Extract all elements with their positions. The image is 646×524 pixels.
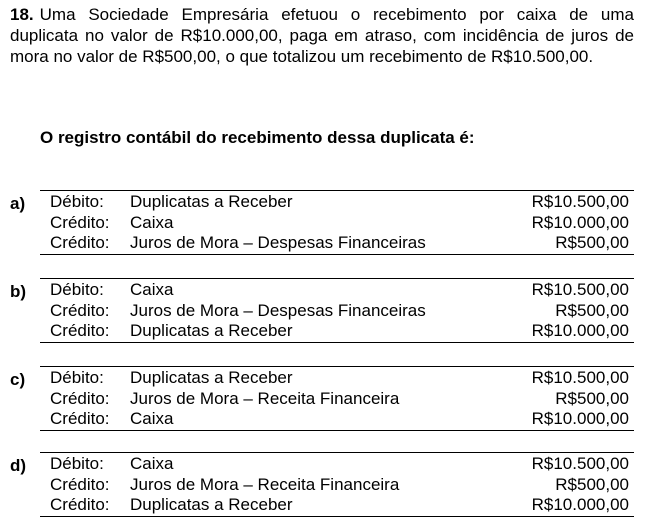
- entry-label: Crédito:: [50, 388, 110, 408]
- entry-row: [40, 213, 634, 234]
- option-letter: a): [10, 194, 26, 213]
- question-block: [10, 4, 634, 67]
- option-letter: c): [10, 370, 26, 389]
- entry-amount: R$10.500,00: [531, 192, 629, 211]
- entry-row: [40, 475, 634, 496]
- entry-row: [40, 389, 634, 410]
- entry-amount: R$10.000,00: [531, 409, 629, 428]
- entry-label: Crédito:: [50, 321, 110, 340]
- entry-account: Duplicatas a Receber: [130, 368, 293, 387]
- question-text: Uma Sociedade Empresária efetuou o recebimento por caixa de uma duplicata no valor de R$10.000,00, paga em atraso, com incidência de juros de mora no valor de R$500,00, o que totalizou um recebimento de R$10.500,00.: [10, 5, 634, 66]
- entry-amount: R$500,00: [555, 300, 629, 320]
- option-b[interactable]: [10, 278, 635, 342]
- option-letter: b): [10, 282, 27, 301]
- journal-entry: [40, 190, 634, 255]
- entry-label: Crédito:: [50, 409, 110, 428]
- entry-account: Duplicatas a Receber: [130, 321, 293, 340]
- entry-label: Débito:: [50, 368, 104, 387]
- entry-account: Duplicatas a Receber: [130, 495, 293, 514]
- option-c[interactable]: [10, 366, 635, 430]
- entry-row: [40, 321, 634, 342]
- entry-amount: R$10.000,00: [531, 321, 629, 340]
- question-number: 18.: [10, 5, 34, 24]
- option-d[interactable]: [10, 452, 635, 516]
- entry-label: Débito:: [50, 280, 104, 299]
- entry-row: [40, 301, 634, 322]
- entry-amount: R$10.500,00: [531, 454, 629, 473]
- option-a[interactable]: [10, 190, 635, 254]
- entry-label: Crédito:: [50, 474, 110, 494]
- entry-amount: R$500,00: [555, 474, 629, 494]
- entry-account: Juros de Mora – Despesas Financeiras: [130, 300, 426, 320]
- entry-amount: R$500,00: [555, 388, 629, 408]
- question-prompt: O registro contábil do recebimento dessa duplicata é:: [40, 128, 475, 147]
- entry-label: Crédito:: [50, 495, 110, 514]
- journal-entry: [40, 452, 634, 517]
- entry-label: Crédito:: [50, 300, 110, 320]
- entry-amount: R$10.500,00: [531, 280, 629, 299]
- entry-row: [40, 233, 634, 254]
- entry-row: [40, 454, 634, 475]
- entry-row: [40, 280, 634, 301]
- entry-label: Crédito:: [50, 212, 110, 232]
- journal-entry: [40, 278, 634, 343]
- entry-label: Débito:: [50, 192, 104, 211]
- entry-amount: R$10.000,00: [531, 212, 629, 232]
- entry-amount: R$500,00: [555, 233, 629, 252]
- entry-account: Caixa: [130, 454, 174, 473]
- entry-account: Caixa: [130, 212, 174, 232]
- journal-entry: [40, 366, 634, 431]
- entry-amount: R$10.000,00: [531, 495, 629, 514]
- entry-row: [40, 495, 634, 516]
- entry-row: [40, 409, 634, 430]
- entry-row: [40, 368, 634, 389]
- entry-account: Caixa: [130, 280, 174, 299]
- entry-account: Juros de Mora – Receita Financeira: [130, 474, 400, 494]
- entry-row: [40, 192, 634, 213]
- entry-account: Juros de Mora – Receita Financeira: [130, 388, 400, 408]
- entry-label: Débito:: [50, 454, 104, 473]
- entry-account: Duplicatas a Receber: [130, 192, 293, 211]
- entry-account: Caixa: [130, 409, 174, 428]
- option-letter: d): [10, 456, 27, 475]
- entry-label: Crédito:: [50, 233, 110, 252]
- entry-account: Juros de Mora – Despesas Financeiras: [130, 233, 426, 252]
- entry-amount: R$10.500,00: [531, 368, 629, 387]
